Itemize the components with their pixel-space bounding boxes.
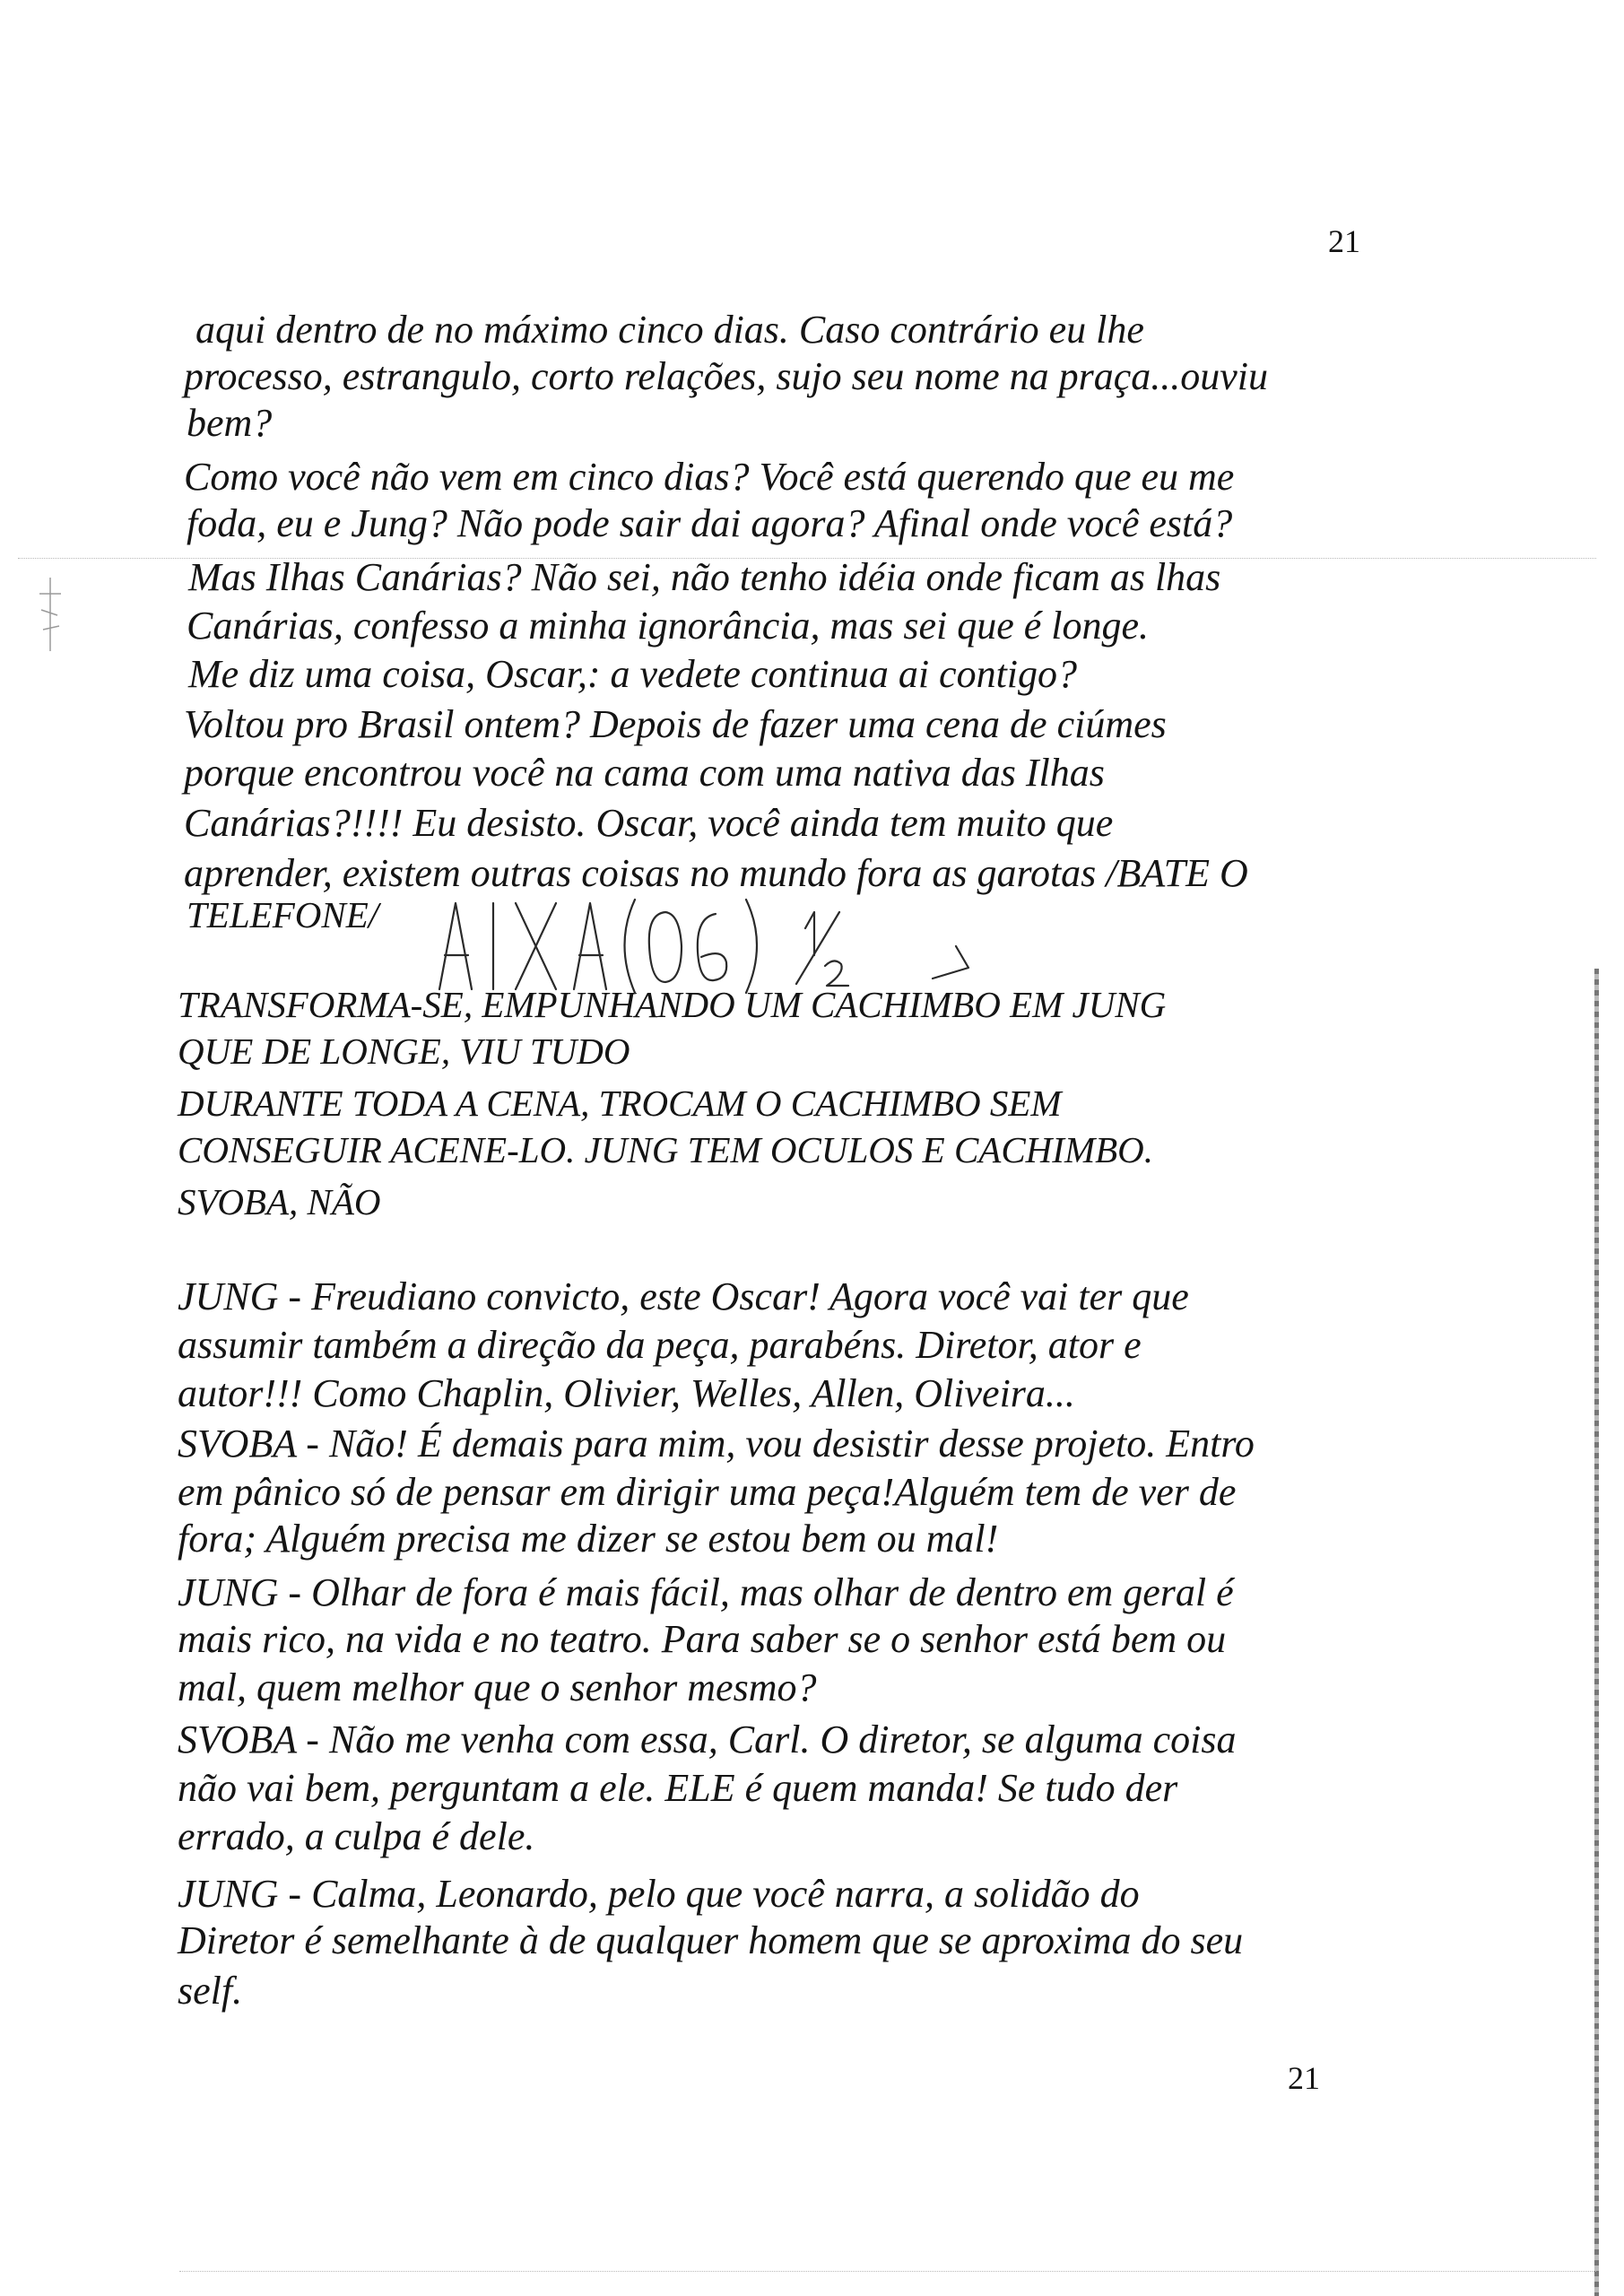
stage-direction-line: SVOBA, NÃO — [178, 1181, 381, 1222]
body-line: Canárias?!!!! Eu desisto. Oscar, você ainda tem muito que — [184, 801, 1114, 845]
stage-direction-line: TRANSFORMA-SE, EMPUNHANDO UM CACHIMBO EM JUNG — [178, 984, 1167, 1025]
dialogue-line: Diretor é semelhante à de qualquer homem que se aproxima do seu — [178, 1918, 1244, 1962]
body-line: Mas Ilhas Canárias? Não sei, não tenho idéia onde ficam as lhas — [188, 555, 1221, 599]
stage-direction-line: CONSEGUIR ACENE-LO. JUNG TEM OCULOS E CACHIMBO. — [178, 1129, 1154, 1170]
body-line: foda, eu e Jung? Não pode sair dai agora? Afinal onde você está? — [187, 501, 1233, 545]
body-line: processo, estrangulo, corto relações, sujo seu nome na praça...ouviu — [184, 354, 1269, 398]
dialogue-line: em pânico só de pensar em dirigir uma peça!Alguém tem de ver de — [178, 1470, 1237, 1514]
body-line: bem? — [187, 401, 273, 445]
dialogue-line: fora; Alguém precisa me dizer se estou bem ou mal! — [178, 1517, 999, 1561]
body-line: porque encontrou você na cama com uma nativa das Ilhas — [184, 751, 1105, 795]
scan-edge — [1594, 969, 1599, 2296]
dialogue-line: não vai bem, perguntam a ele. ELE é quem manda! Se tudo der — [178, 1766, 1178, 1810]
body-line: Me diz uma coisa, Oscar,: a vedete continua ai contigo? — [188, 652, 1078, 696]
body-line: TELEFONE/ — [187, 894, 379, 935]
dialogue-line: mal, quem melhor que o senhor mesmo? — [178, 1665, 817, 1709]
dialogue-line: mais rico, na vida e no teatro. Para saber se o senhor está bem ou — [178, 1617, 1227, 1661]
dialogue-line: JUNG - Freudiano convicto, este Oscar! Agora você vai ter que — [178, 1274, 1189, 1318]
dialogue-line: SVOBA - Não! É demais para mim, vou desistir desse projeto. Entro — [178, 1422, 1255, 1465]
body-line: aprender, existem outras coisas no mundo fora as garotas /BATE O — [184, 851, 1248, 895]
page-number-bottom: 21 — [1288, 2060, 1320, 2096]
body-line: Canárias, confesso a minha ignorância, mas sei que é longe. — [187, 604, 1150, 648]
dialogue-line: assumir também a direção da peça, parabéns. Diretor, ator e — [178, 1323, 1142, 1367]
stage-direction-line: QUE DE LONGE, VIU TUDO — [178, 1031, 630, 1072]
dialogue-line: errado, a culpa é dele. — [178, 1814, 535, 1858]
stage-direction-line: DURANTE TODA A CENA, TROCAM O CACHIMBO SEM — [178, 1083, 1062, 1124]
body-line: Voltou pro Brasil ontem? Depois de fazer uma cena de ciúmes — [184, 702, 1167, 746]
body-line: aqui dentro de no máximo cinco dias. Caso contrário eu lhe — [195, 308, 1144, 352]
dialogue-line: self. — [178, 1969, 243, 2013]
margin-mark — [34, 574, 66, 655]
dialogue-line: JUNG - Calma, Leonardo, pelo que você narra, a solidão do — [178, 1872, 1140, 1916]
body-line: Como você não vem em cinco dias? Você está querendo que eu me — [184, 455, 1235, 499]
handwritten-annotation — [430, 892, 1004, 1000]
dialogue-line: autor!!! Como Chaplin, Olivier, Welles, Allen, Oliveira... — [178, 1371, 1075, 1415]
dialogue-line: SVOBA - Não me venha com essa, Carl. O diretor, se alguma coisa — [178, 1718, 1237, 1761]
page-number-top: 21 — [1328, 223, 1360, 259]
scan-noise-line — [179, 2271, 1596, 2272]
dialogue-line: JUNG - Olhar de fora é mais fácil, mas olhar de dentro em geral é — [178, 1570, 1234, 1614]
scan-noise-line — [18, 558, 1596, 559]
